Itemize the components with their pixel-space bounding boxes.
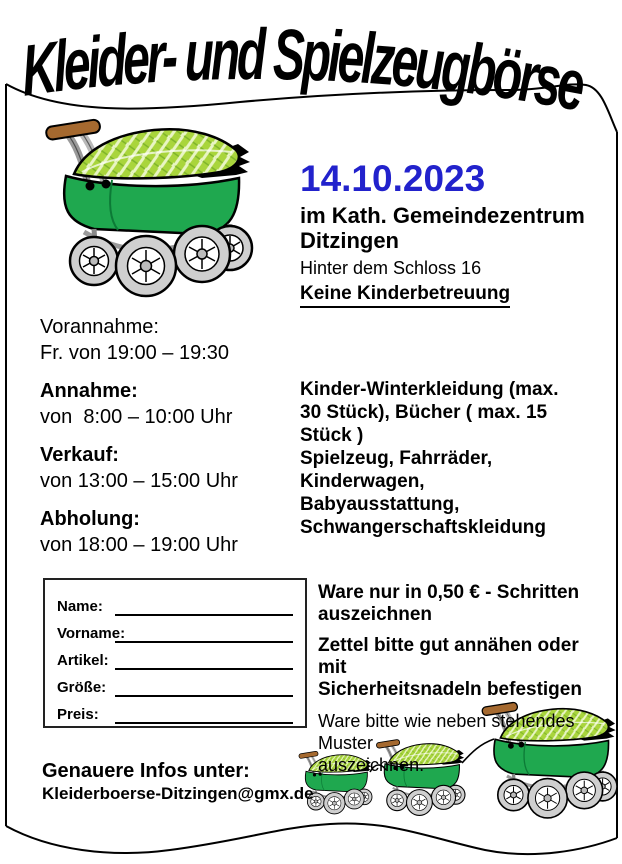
note-attach-line-2: Sicherheitsnadeln befestigen — [318, 679, 582, 700]
form-row — [57, 644, 293, 670]
accepted-items-line: Spielzeug, Fahrräder, Kinderwagen, — [300, 448, 493, 492]
form-row — [57, 698, 293, 724]
sale-label: Verkauf: — [40, 444, 119, 466]
event-info-block — [300, 158, 590, 308]
acceptance-time: von 8:00 – 10:00 Uhr — [40, 406, 233, 428]
sale-time: von 13:00 – 15:00 Uhr — [40, 470, 238, 492]
title-banner — [20, 14, 587, 126]
footer-contact — [42, 760, 342, 804]
accepted-items-line: Babyausstattung, — [300, 494, 460, 515]
form-blank-line — [115, 596, 293, 616]
form-label-preis: Preis: — [57, 706, 99, 723]
page-title: Kleider- und Spielzeugbörse — [19, 14, 585, 126]
venue-line-1: im Kath. Gemeindezentrum — [300, 203, 585, 228]
venue-line-2: Ditzingen — [300, 228, 399, 253]
note-sample-line-1: Ware bitte wie neben stehendes Muster — [318, 711, 575, 753]
form-row — [57, 671, 293, 697]
preacceptance-time: Fr. von 19:00 – 19:30 — [40, 342, 230, 364]
childcare-note: Keine Kinderbetreuung — [300, 283, 510, 308]
label-form-box — [43, 578, 307, 728]
form-label-vorname: Vorname: — [57, 625, 126, 642]
form-label-groesse: Größe: — [57, 679, 107, 696]
form-blank-line — [115, 677, 293, 697]
preacceptance-label: Vorannahme: — [40, 316, 159, 338]
form-row — [57, 590, 293, 616]
pram-illustration-large-top — [45, 119, 252, 296]
address-line: Hinter dem Schloss 16 — [300, 258, 482, 278]
footer-email: Kleiderboerse-Ditzingen@gmx.de — [42, 784, 314, 803]
accepted-items-block — [300, 378, 590, 539]
form-row — [57, 617, 293, 643]
schedule-block — [40, 314, 290, 570]
event-date: 14.10.2023 — [300, 158, 486, 199]
footer-info-label: Genauere Infos unter: — [42, 760, 250, 782]
form-blank-line — [115, 650, 293, 670]
pricing-notes-block — [318, 582, 590, 776]
note-pricing-line-1: Ware nur in 0,50 € - Schritten — [318, 582, 580, 603]
form-blank-line — [115, 704, 293, 724]
note-attach-line-1: Zettel bitte gut annähen oder mit — [318, 635, 579, 678]
acceptance-label: Annahme: — [40, 380, 138, 402]
accepted-items-line: Schwangerschaftskleidung — [300, 517, 547, 538]
note-pricing-line-2: auszeichnen — [318, 604, 433, 625]
accepted-items-line: 30 Stück), Bücher ( max. 15 Stück ) — [300, 402, 548, 446]
form-blank-line — [115, 623, 293, 643]
pickup-time: von 18:00 – 19:00 Uhr — [40, 534, 238, 556]
accepted-items-line: Kinder-Winterkleidung (max. — [300, 379, 559, 400]
form-label-artikel: Artikel: — [57, 652, 109, 669]
svg-text:Kleider- und Spielzeugbörse — [20, 14, 587, 126]
form-label-name: Name: — [57, 598, 103, 615]
pickup-label: Abholung: — [40, 508, 140, 530]
note-sample-line-2: auszeichnen. — [318, 755, 425, 775]
